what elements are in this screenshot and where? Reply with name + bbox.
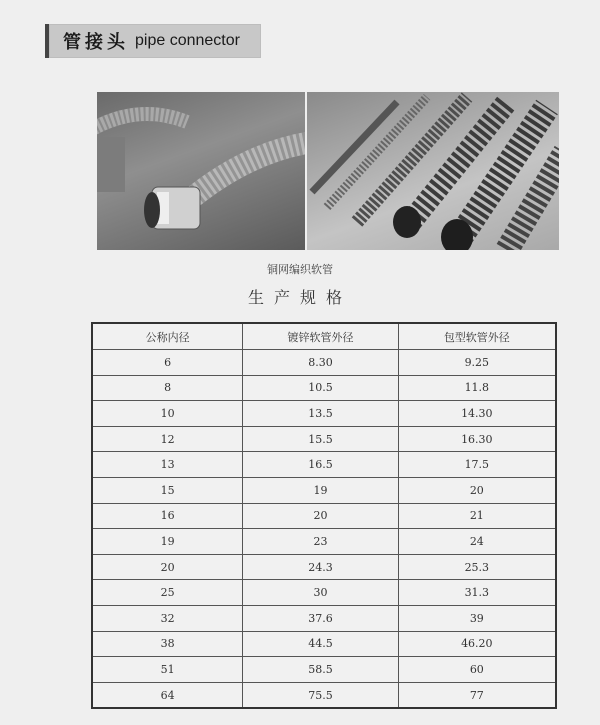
table-row bbox=[92, 554, 556, 580]
flexible-conduits-photo bbox=[307, 92, 559, 250]
wrapped-od-cell: 39 bbox=[398, 605, 556, 631]
nominal-diameter-cell: 10 bbox=[92, 401, 243, 427]
galvanized-od-cell: 44.5 bbox=[243, 631, 398, 657]
nominal-diameter-cell: 19 bbox=[92, 529, 243, 555]
nominal-diameter-cell: 25 bbox=[92, 580, 243, 606]
nominal-diameter-cell: 6 bbox=[92, 350, 243, 376]
galvanized-od-cell: 30 bbox=[243, 580, 398, 606]
table-header-row bbox=[92, 323, 556, 350]
table-row bbox=[92, 503, 556, 529]
table-row bbox=[92, 631, 556, 657]
table-row bbox=[92, 657, 556, 683]
wrapped-od-cell: 24 bbox=[398, 529, 556, 555]
wrapped-od-cell: 46.20 bbox=[398, 631, 556, 657]
wrapped-od-cell: 21 bbox=[398, 503, 556, 529]
galvanized-od-cell: 8.30 bbox=[243, 350, 398, 376]
wrapped-od-cell: 31.3 bbox=[398, 580, 556, 606]
photo-caption: 铜网编织软管 bbox=[267, 263, 333, 276]
header-title-zh: 管接头 bbox=[63, 32, 129, 53]
table-row bbox=[92, 350, 556, 376]
page-header bbox=[45, 24, 261, 58]
galvanized-od-cell: 10.5 bbox=[243, 375, 398, 401]
nominal-diameter-cell: 13 bbox=[92, 452, 243, 478]
header-title-en: pipe connector bbox=[135, 32, 240, 49]
header-galvanized-od: 镀锌软管外径 bbox=[243, 323, 398, 350]
galvanized-od-cell: 16.5 bbox=[243, 452, 398, 478]
table-row bbox=[92, 477, 556, 503]
nominal-diameter-cell: 51 bbox=[92, 657, 243, 683]
table-row bbox=[92, 401, 556, 427]
table-row bbox=[92, 375, 556, 401]
galvanized-od-cell: 13.5 bbox=[243, 401, 398, 427]
galvanized-od-cell: 75.5 bbox=[243, 682, 398, 708]
table-row bbox=[92, 426, 556, 452]
section-title: 生产规格 bbox=[247, 288, 352, 307]
table-row bbox=[92, 580, 556, 606]
table-row bbox=[92, 682, 556, 708]
header-nominal-diameter: 公称内径 bbox=[92, 323, 243, 350]
table-row bbox=[92, 605, 556, 631]
wrapped-od-cell: 20 bbox=[398, 477, 556, 503]
nominal-diameter-cell: 16 bbox=[92, 503, 243, 529]
wrapped-od-cell: 77 bbox=[398, 682, 556, 708]
galvanized-od-cell: 24.3 bbox=[243, 554, 398, 580]
wrapped-od-cell: 9.25 bbox=[398, 350, 556, 376]
nominal-diameter-cell: 38 bbox=[92, 631, 243, 657]
galvanized-od-cell: 19 bbox=[243, 477, 398, 503]
galvanized-od-cell: 23 bbox=[243, 529, 398, 555]
table-row bbox=[92, 529, 556, 555]
nominal-diameter-cell: 15 bbox=[92, 477, 243, 503]
wrapped-od-cell: 25.3 bbox=[398, 554, 556, 580]
nominal-diameter-cell: 32 bbox=[92, 605, 243, 631]
header-wrapped-od: 包型软管外径 bbox=[398, 323, 556, 350]
nominal-diameter-cell: 20 bbox=[92, 554, 243, 580]
spec-table bbox=[91, 322, 557, 709]
nominal-diameter-cell: 8 bbox=[92, 375, 243, 401]
nominal-diameter-cell: 64 bbox=[92, 682, 243, 708]
wrapped-od-cell: 14.30 bbox=[398, 401, 556, 427]
wrapped-od-cell: 60 bbox=[398, 657, 556, 683]
wrapped-od-cell: 11.8 bbox=[398, 375, 556, 401]
galvanized-od-cell: 20 bbox=[243, 503, 398, 529]
braided-hose-photo bbox=[97, 92, 305, 250]
nominal-diameter-cell: 12 bbox=[92, 426, 243, 452]
wrapped-od-cell: 17.5 bbox=[398, 452, 556, 478]
table-row bbox=[92, 452, 556, 478]
galvanized-od-cell: 37.6 bbox=[243, 605, 398, 631]
wrapped-od-cell: 16.30 bbox=[398, 426, 556, 452]
galvanized-od-cell: 58.5 bbox=[243, 657, 398, 683]
galvanized-od-cell: 15.5 bbox=[243, 426, 398, 452]
